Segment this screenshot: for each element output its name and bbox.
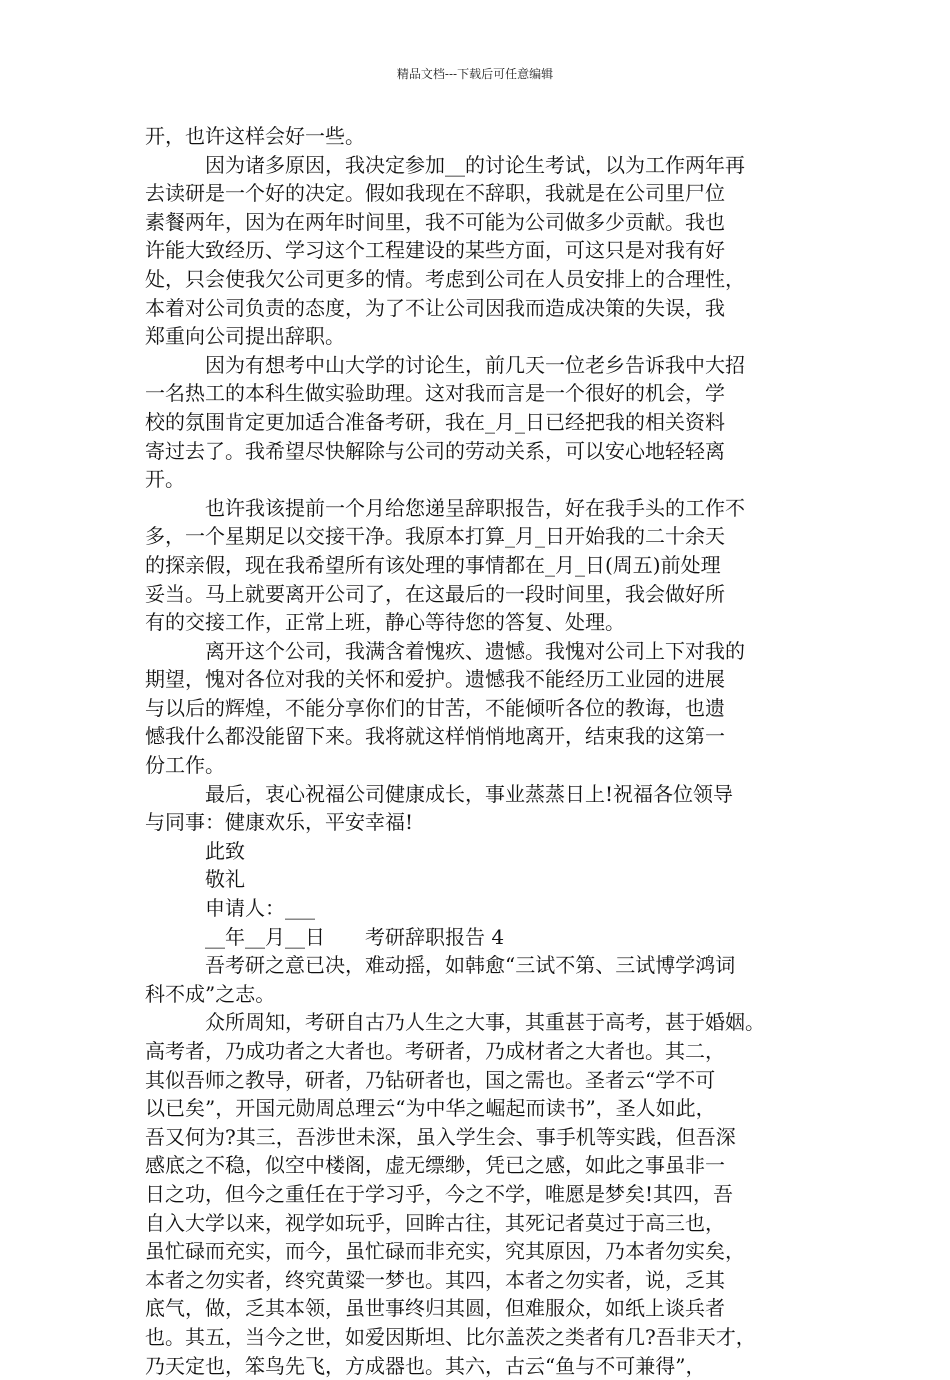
text-line: 一名热工的本科生做实验助理。这对我而言是一个很好的机会，学 (145, 381, 725, 406)
text-line: 与以后的辉煌，不能分享你们的甘苦，不能倾听各位的教诲，也遗 (145, 695, 725, 720)
text-line: 因为有想考中山大学的讨论生，前几天一位老乡告诉我中大招 (205, 352, 745, 377)
text-line: 憾我什么都没能留下来。我将就这样悄悄地离开，结束我的这第一 (145, 724, 725, 749)
text-line: 的探亲假，现在我希望所有该处理的事情都在_月_日(周五)前处理 (145, 552, 721, 577)
text-line: 多，一个星期足以交接干净。我原本打算_月_日开始我的二十余天 (145, 524, 725, 549)
text-line: 许能大致经历、学习这个工程建设的某些方面，可这只是对我有好 (145, 238, 725, 263)
text-line: 科不成”之志。 (145, 981, 276, 1006)
text-line: 校的氛围肯定更加适合准备考研，我在_月_日已经把我的相关资料 (145, 409, 725, 434)
text-line: 离开这个公司，我满含着愧疚、遗憾。我愧对公司上下对我的 (205, 638, 745, 663)
text-line: 以已矣”，开国元勋周总理云“为中华之崛起而读书”，圣人如此， (145, 1096, 716, 1121)
text-line: 其似吾师之教导，研者，乃钻研者也，国之需也。圣者云“学不可 (145, 1067, 716, 1092)
text-line: 处，只会使我欠公司更多的情。考虑到公司在人员安排上的合理性， (145, 266, 745, 291)
text-line: 寄过去了。我希望尽快解除与公司的劳动关系，可以安心地轻轻离 (145, 438, 725, 463)
text-line: 高考者，乃成功者之大者也。考研者，乃成材者之大者也。其二， (145, 1039, 725, 1063)
text-line: 吾考研之意已决，难动摇，如韩愈“三试不第、三试博学鸿词 (205, 953, 736, 978)
text-line: 也。其五，当今之世，如爱因斯坦、比尔盖茨之类者有几?吾非天才， (145, 1324, 756, 1349)
text-line: 开。 (145, 467, 185, 492)
text-line: 妥当。马上就要离开公司了，在这最后的一段时间里，我会做好所 (145, 581, 725, 606)
text-line: 日之功，但今之重任在于学习乎，今之不学，唯愿是梦矣!其四，吾 (145, 1181, 734, 1206)
text-line: 素餐两年，因为在两年时间里，我不可能为公司做多少贡献。我也 (145, 209, 725, 234)
text-line: 郑重向公司提出辞职。 (145, 324, 345, 349)
text-line: __年__月__日 考研辞职报告 4 (205, 924, 505, 949)
text-line: 感底之不稳，似空中楼阁，虚无缥缈，凭已之感，如此之事虽非一 (145, 1153, 725, 1178)
text-line: 最后，衷心祝福公司健康成长，事业蒸蒸日上!祝福各位领导 (205, 781, 734, 806)
text-line: 乃天定也，笨鸟先飞，方成器也。其六，古云“鱼与不可兼得”， (145, 1353, 706, 1378)
text-line: 自入大学以来，视学如玩乎，回眸古往，其死记者莫过于高三也， (145, 1210, 725, 1235)
text-line: 底气，做，乏其本领，虽世事终归其圆，但难服众，如纸上谈兵者 (145, 1296, 725, 1321)
page-header: 精品文档---下载后可任意编辑 (396, 67, 554, 81)
document-body (145, 122, 825, 1380)
text-line: 开，也许这样会好一些。 (145, 124, 365, 148)
text-line: 与同事：健康欢乐，平安幸福! (145, 810, 414, 835)
text-line: 本者之勿实者，终究黄粱一梦也。其四，本者之勿实者，说，乏其 (145, 1267, 725, 1292)
text-line: 份工作。 (145, 753, 225, 778)
text-line: 也许我该提前一个月给您递呈辞职报告，好在我手头的工作不 (205, 495, 745, 520)
text-line: 因为诸多原因，我决定参加__的讨论生考试，以为工作两年再 (205, 152, 745, 177)
text-line: 吾又何为?其三，吾涉世未深，虽入学生会、事手机等实践，但吾深 (145, 1124, 736, 1149)
text-line: 此致 (205, 838, 245, 863)
text-line: 申请人：___ (205, 896, 315, 921)
text-line: 有的交接工作，正常上班，静心等待您的答复、处理。 (145, 610, 625, 635)
text-line: 期望，愧对各位对我的关怀和爱护。遗憾我不能经历工业园的进展 (145, 667, 725, 692)
text-line: 众所周知，考研自古乃人生之大事，其重甚于高考，甚于婚姻。 (205, 1010, 765, 1035)
text-line: 敬礼 (205, 867, 245, 892)
text-line: 虽忙碌而充实，而今，虽忙碌而非充实，究其原因，乃本者勿实矣， (145, 1239, 745, 1264)
text-line: 去读研是一个好的决定。假如我现在不辞职，我就是在公司里尸位 (145, 181, 725, 206)
text-line: 本着对公司负责的态度，为了不让公司因我而造成决策的失误，我 (145, 295, 725, 320)
